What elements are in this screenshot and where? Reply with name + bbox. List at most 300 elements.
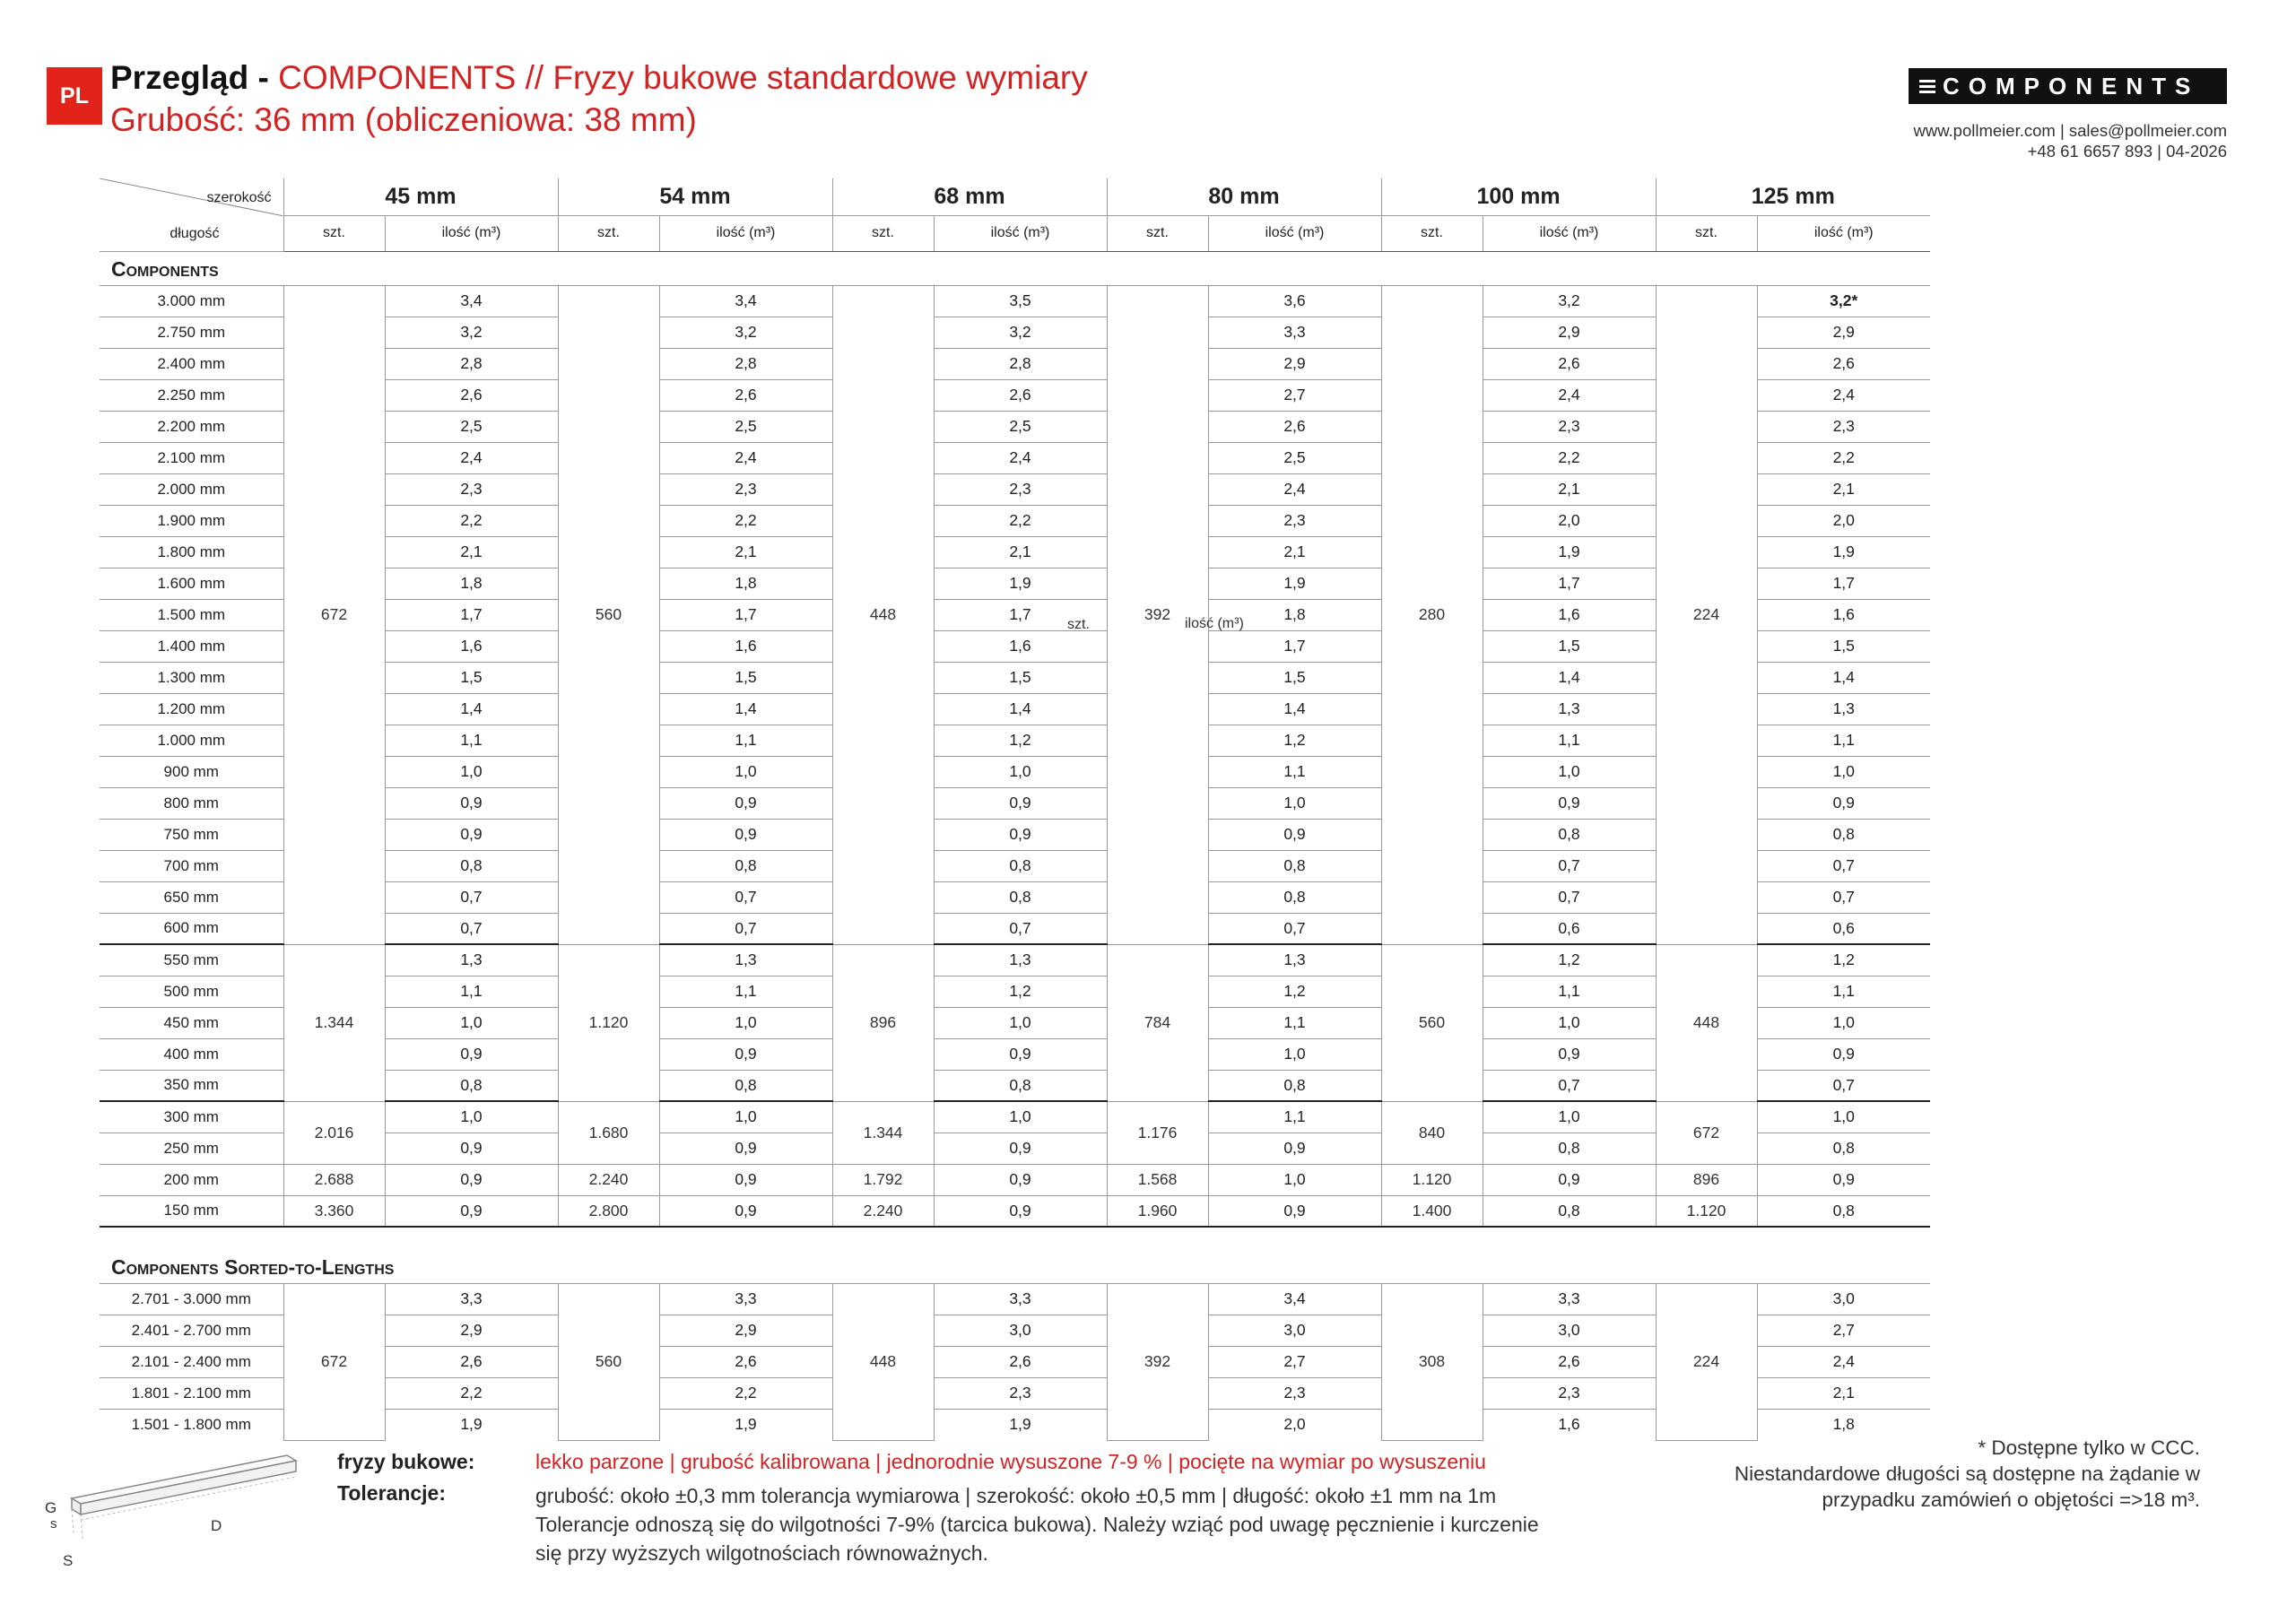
length-cell: 1.600 mm: [100, 568, 283, 599]
footnote: [1572, 1435, 2200, 1513]
qty-cell: 1,5: [1483, 630, 1656, 662]
qty-cell: 1,4: [934, 693, 1107, 725]
qty-cell: 2,3: [1208, 1377, 1381, 1409]
qty-cell: 3,6: [1208, 285, 1381, 317]
qty-cell: 1,9: [385, 1409, 558, 1440]
length-cell: 1.501 - 1.800 mm: [131, 1415, 251, 1433]
qty-cell: 2,9: [1483, 317, 1656, 348]
header-width-label: szerokość: [206, 190, 272, 205]
qty-cell: 1,5: [1208, 662, 1381, 693]
length-cell: 200 mm: [100, 1164, 283, 1195]
qty-cell: 0,9: [934, 819, 1107, 850]
qty-cell: 1,0: [1757, 1101, 1930, 1133]
qty-cell: 1,2: [1208, 976, 1381, 1007]
qty-cell: 1,3: [385, 944, 558, 976]
qty-cell: 3,3: [1483, 1283, 1656, 1315]
header-corner-cell: [100, 178, 283, 251]
title-brand: COMPONENTS // Fryzy bukowe standardowe wymiary: [278, 59, 1088, 96]
width-header: 54 mm: [558, 178, 832, 215]
contact-phone-date: +48 61 6657 893 | 04-2026: [2027, 142, 2227, 161]
qty-cell: 1,1: [1208, 1007, 1381, 1038]
qty-cell: 2,6: [934, 379, 1107, 411]
qty-cell: 2,0: [1757, 505, 1930, 536]
qty-cell: 0,8: [1483, 1133, 1656, 1164]
qty-cell: 1,1: [385, 976, 558, 1007]
length-cell: 1.500 mm: [100, 599, 283, 630]
qty-cell: 0,9: [1483, 1038, 1656, 1070]
pieces-cell: 2.016: [283, 1101, 385, 1164]
length-cell: 1.300 mm: [100, 662, 283, 693]
qty-cell: 1,6: [934, 630, 1107, 662]
qty-cell: 1,0: [1757, 756, 1930, 787]
qty-cell: 1,3: [1208, 944, 1381, 976]
qty-cell: 3,4: [659, 285, 832, 317]
qty-cell: 2,6: [1757, 348, 1930, 379]
qty-cell: 3,2: [934, 317, 1107, 348]
qty-cell: 2,9: [385, 1315, 558, 1346]
qty-cell: 1,1: [1208, 756, 1381, 787]
length-cell: 150 mm: [100, 1195, 283, 1227]
qty-cell: 2,5: [1208, 442, 1381, 473]
title-prefix: Przegląd -: [110, 59, 279, 96]
qty-cell: 2,3: [1483, 1377, 1656, 1409]
qty-cell: 1,1: [385, 725, 558, 756]
qty-cell: 1,0: [1208, 1038, 1381, 1070]
qty-cell: 2,6: [659, 379, 832, 411]
qty-cell: 1,3: [1483, 693, 1656, 725]
qty-cell: 0,8: [934, 881, 1107, 913]
qty-cell: 1,7: [385, 599, 558, 630]
qty-cell: 1,9: [659, 1409, 832, 1440]
qty-cell: 0,9: [1483, 1164, 1656, 1195]
qty-cell: 2,6: [934, 1346, 1107, 1377]
pieces-col-header: szt.: [1381, 215, 1483, 251]
menu-lines-icon: [1919, 80, 1935, 93]
qty-cell: 2,2: [659, 505, 832, 536]
qty-cell: 1,0: [659, 1101, 832, 1133]
logo-text: COMPONENTS: [1943, 72, 2200, 100]
qty-cell: 2,2: [1483, 442, 1656, 473]
qty-cell: 1,1: [1208, 1101, 1381, 1133]
qty-cell: 0,8: [659, 850, 832, 881]
qty-cell: 1,0: [659, 1007, 832, 1038]
stray-szt-label: szt.: [1067, 617, 1090, 632]
qty-cell: 1,1: [1757, 976, 1930, 1007]
dim-g-label: G: [45, 1499, 57, 1516]
pieces-cell: 672: [283, 285, 385, 944]
table-row: [100, 285, 1930, 317]
qty-cell: 1,3: [934, 944, 1107, 976]
length-cell: 600 mm: [100, 913, 283, 944]
dim-d-label: D: [211, 1517, 222, 1534]
qty-cell: 1,1: [1757, 725, 1930, 756]
qty-cell: 1,0: [659, 756, 832, 787]
qty-cell: 2,5: [385, 411, 558, 442]
qty-cell: 1,6: [1483, 599, 1656, 630]
qty-cell: 0,7: [385, 913, 558, 944]
qty-cell: 0,8: [1208, 850, 1381, 881]
qty-cell: 0,8: [1757, 1133, 1930, 1164]
qty-cell: 0,8: [659, 1070, 832, 1101]
dimensions-table: [100, 178, 1930, 1441]
length-cell: 2.101 - 2.400 mm: [100, 1346, 283, 1377]
qty-cell: 2,4: [1483, 379, 1656, 411]
qty-cell: 3,2*: [1757, 285, 1930, 317]
length-cell: 1.800 mm: [100, 536, 283, 568]
length-cell: 250 mm: [100, 1133, 283, 1164]
qty-cell: 1,4: [659, 693, 832, 725]
qty-cell: 2,6: [385, 1346, 558, 1377]
qty-cell: 1,9: [934, 568, 1107, 599]
qty-cell: 3,0: [1483, 1315, 1656, 1346]
qty-cell: 2,2: [1757, 442, 1930, 473]
length-cell: 2.401 - 2.700 mm: [100, 1315, 283, 1346]
qty-cell: 0,9: [1757, 1038, 1930, 1070]
stray-qty-label: ilość (m³): [1185, 616, 1244, 631]
tolerance-line-3: się przy wyższych wilgotnościach równoważnych.: [535, 1541, 988, 1565]
qty-cell: 3,2: [659, 317, 832, 348]
tolerances-text: [535, 1481, 1639, 1567]
length-cell: 1.900 mm: [100, 505, 283, 536]
header-widths-row: [100, 178, 1930, 215]
qty-cell: 0,7: [1757, 1070, 1930, 1101]
qty-cell: 3,4: [1208, 1283, 1381, 1315]
qty-cell: 0,9: [934, 1038, 1107, 1070]
table-row: [100, 944, 1930, 976]
qty-cell: 2,1: [1757, 1377, 1930, 1409]
pieces-cell: 224: [1656, 1283, 1757, 1440]
qty-cell: 2,3: [385, 473, 558, 505]
qty-cell: 1,5: [1757, 630, 1930, 662]
width-header: 80 mm: [1107, 178, 1381, 215]
qty-cell: 0,9: [385, 787, 558, 819]
qty-cell: 2,9: [659, 1315, 832, 1346]
qty-cell: 0,9: [1757, 787, 1930, 819]
qty-cell: 0,8: [1483, 819, 1656, 850]
length-cell: 450 mm: [100, 1007, 283, 1038]
qty-cell: 3,3: [385, 1283, 558, 1315]
pieces-cell: 1.344: [832, 1101, 934, 1164]
qty-cell: 0,7: [659, 913, 832, 944]
pieces-cell: 392: [1107, 285, 1208, 944]
qty-cell: 1,2: [1757, 944, 1930, 976]
qty-cell: 2,7: [1208, 1346, 1381, 1377]
contact-info: [1913, 120, 2227, 161]
qty-cell: 2,4: [659, 442, 832, 473]
qty-cell: 3,2: [1483, 285, 1656, 317]
qty-cell: 2,7: [1757, 1315, 1930, 1346]
qty-cell: 1,0: [934, 756, 1107, 787]
length-cell: 900 mm: [100, 756, 283, 787]
qty-cell: 3,0: [934, 1315, 1107, 1346]
language-badge: PL: [47, 67, 102, 125]
length-cell: 800 mm: [100, 787, 283, 819]
pieces-cell: 2.240: [832, 1195, 934, 1227]
qty-cell: 0,7: [934, 913, 1107, 944]
qty-cell: 2,4: [385, 442, 558, 473]
width-header: 125 mm: [1656, 178, 1930, 215]
qty-cell: 0,9: [659, 1133, 832, 1164]
qty-cell: 1,5: [659, 662, 832, 693]
qty-cell: 0,7: [1208, 913, 1381, 944]
pieces-cell: 2.800: [558, 1195, 659, 1227]
qty-cell: 0,7: [1757, 881, 1930, 913]
qty-cell: 0,9: [659, 1195, 832, 1227]
length-cell: 500 mm: [100, 976, 283, 1007]
header-length-label: długość: [170, 226, 220, 241]
qty-cell: 1,1: [659, 725, 832, 756]
sorted-section: [100, 1249, 1930, 1283]
length-cell: 2.701 - 3.000 mm: [100, 1283, 283, 1315]
qty-cell: 0,8: [934, 850, 1107, 881]
qty-cell: 3,3: [1208, 317, 1381, 348]
qty-cell: 0,9: [385, 1195, 558, 1227]
qty-cell: 0,8: [1757, 819, 1930, 850]
qty-cell: 1,0: [1208, 1164, 1381, 1195]
qty-cell: 2,8: [934, 348, 1107, 379]
dim-s-label: S: [63, 1552, 74, 1569]
qty-cell: 1,7: [1757, 568, 1930, 599]
qty-cell: 0,9: [659, 819, 832, 850]
pieces-cell: 1.400: [1381, 1195, 1483, 1227]
pieces-cell: 672: [283, 1283, 385, 1440]
qty-cell: 2,6: [1483, 1346, 1656, 1377]
pieces-cell: 448: [832, 1283, 934, 1440]
qty-cell: 2,2: [934, 505, 1107, 536]
qty-cell: 2,5: [659, 411, 832, 442]
footnote-volume: przypadku zamówień o objętości =>18 m³.: [1822, 1488, 2200, 1511]
length-cell: 2.000 mm: [100, 473, 283, 505]
qty-cell: 2,8: [385, 348, 558, 379]
pieces-cell: 1.792: [832, 1164, 934, 1195]
qty-cell: 2,4: [1208, 473, 1381, 505]
width-header: 100 mm: [1381, 178, 1656, 215]
qty-cell: 1,0: [1208, 787, 1381, 819]
sorted-section-title: Components Sorted-to-Lengths: [100, 1249, 1930, 1283]
qty-cell: 2,0: [1483, 505, 1656, 536]
table-spacer-cell: [100, 1227, 1930, 1249]
qty-cell: 1,8: [385, 568, 558, 599]
qty-cell: 1,6: [1757, 599, 1930, 630]
qty-cell: 0,7: [385, 881, 558, 913]
pieces-cell: 560: [558, 1283, 659, 1440]
pieces-col-header: szt.: [832, 215, 934, 251]
qty-cell: 1,0: [1483, 756, 1656, 787]
tolerances-label: Tolerancje:: [337, 1481, 446, 1505]
pieces-cell: 1.344: [283, 944, 385, 1101]
footnote-ccc: * Dostępne tylko w CCC.: [1978, 1436, 2200, 1459]
qty-cell: 1,0: [934, 1101, 1107, 1133]
page-title: [110, 59, 1088, 97]
pieces-col-header: szt.: [1107, 215, 1208, 251]
qty-cell: 1,8: [1757, 1409, 1930, 1440]
table-row: [100, 1164, 1930, 1195]
qty-cell: 1,0: [385, 756, 558, 787]
qty-cell: 2,3: [1483, 411, 1656, 442]
qty-cell: 0,6: [1757, 913, 1930, 944]
pieces-cell: 672: [1656, 1101, 1757, 1164]
qty-cell: 1,6: [659, 630, 832, 662]
qty-cell: 2,3: [934, 1377, 1107, 1409]
qty-cell: 1,7: [1483, 568, 1656, 599]
qty-cell: 0,7: [1483, 881, 1656, 913]
qty-col-header: ilość (m³): [1208, 215, 1381, 251]
qty-cell: 1,2: [934, 976, 1107, 1007]
qty-cell: 0,9: [385, 1133, 558, 1164]
length-cell: 1.400 mm: [100, 630, 283, 662]
header-subcolumns-row: [100, 215, 1930, 251]
pieces-cell: 2.240: [558, 1164, 659, 1195]
qty-cell: 1,4: [1208, 693, 1381, 725]
qty-cell: 2,6: [659, 1346, 832, 1377]
qty-cell: 1,2: [934, 725, 1107, 756]
pieces-cell: 280: [1381, 285, 1483, 944]
qty-col-header: ilość (m³): [1483, 215, 1656, 251]
qty-cell: 2,9: [1757, 317, 1930, 348]
timber-piece-diagram: [27, 1437, 332, 1572]
qty-cell: 0,7: [1483, 1070, 1656, 1101]
qty-cell: 0,6: [1483, 913, 1656, 944]
length-cell: 2.250 mm: [100, 379, 283, 411]
pieces-cell: 2.688: [283, 1164, 385, 1195]
qty-cell: 0,8: [1757, 1195, 1930, 1227]
qty-cell: 2,1: [1483, 473, 1656, 505]
qty-cell: 0,9: [659, 1038, 832, 1070]
pieces-cell: 1.120: [1381, 1164, 1483, 1195]
qty-cell: 2,6: [1208, 411, 1381, 442]
qty-cell: 0,7: [659, 881, 832, 913]
pieces-cell: 1.120: [1656, 1195, 1757, 1227]
dim-s-small-label: s: [50, 1516, 57, 1532]
table-row: [100, 1195, 1930, 1227]
pieces-cell: 448: [832, 285, 934, 944]
pieces-cell: 896: [832, 944, 934, 1101]
qty-cell: 1,5: [385, 662, 558, 693]
pieces-col-header: szt.: [1656, 215, 1757, 251]
qty-cell: 3,0: [1757, 1283, 1930, 1315]
qty-cell: 1,0: [1757, 1007, 1930, 1038]
qty-cell: 1,8: [1208, 599, 1381, 630]
qty-cell: 0,8: [1483, 1195, 1656, 1227]
contact-web-email[interactable]: www.pollmeier.com | sales@pollmeier.com: [1913, 121, 2227, 140]
qty-cell: 1,0: [934, 1007, 1107, 1038]
table-row: [100, 1283, 1930, 1315]
qty-cell: 1,9: [1208, 568, 1381, 599]
qty-cell: 3,5: [934, 285, 1107, 317]
qty-cell: 1,7: [1208, 630, 1381, 662]
components-section: [100, 251, 1930, 285]
pieces-cell: 448: [1656, 944, 1757, 1101]
qty-cell: 0,7: [1483, 850, 1656, 881]
qty-cell: 0,9: [659, 787, 832, 819]
qty-cell: 2,1: [659, 536, 832, 568]
pieces-cell: 560: [1381, 944, 1483, 1101]
qty-cell: 0,9: [385, 1164, 558, 1195]
qty-cell: 2,4: [934, 442, 1107, 473]
qty-cell: 2,8: [659, 348, 832, 379]
length-cell: 650 mm: [100, 881, 283, 913]
pieces-cell: 392: [1107, 1283, 1208, 1440]
qty-cell: 2,2: [659, 1377, 832, 1409]
pieces-cell: 308: [1381, 1283, 1483, 1440]
qty-cell: 0,9: [934, 787, 1107, 819]
qty-cell: 2,3: [1208, 505, 1381, 536]
qty-cell: 0,9: [1208, 1195, 1381, 1227]
qty-cell: 1,1: [659, 976, 832, 1007]
qty-cell: 2,9: [1208, 348, 1381, 379]
pieces-cell: 840: [1381, 1101, 1483, 1164]
qty-cell: 1,4: [385, 693, 558, 725]
beech-friezes-text: lekko parzone | grubość kalibrowana | jednorodnie wysuszone 7-9 % | pocięte na wymiar po wysuszeniu: [535, 1450, 1486, 1473]
qty-cell: 2,3: [659, 473, 832, 505]
qty-cell: 0,9: [934, 1133, 1107, 1164]
qty-cell: 1,3: [659, 944, 832, 976]
qty-cell: 1,0: [385, 1101, 558, 1133]
length-cell: 1.000 mm: [100, 725, 283, 756]
pieces-cell: 1.960: [1107, 1195, 1208, 1227]
qty-cell: 3,0: [1208, 1315, 1381, 1346]
tolerance-line-2: Tolerancje odnoszą się do wilgotności 7-9% (tarcica bukowa). Należy wziąć pod uwagę pęcznienie i kurczenie: [535, 1513, 1539, 1536]
pieces-cell: 1.120: [558, 944, 659, 1101]
qty-cell: 1,6: [1483, 1409, 1656, 1440]
components-logo: [1909, 68, 2227, 104]
qty-cell: 3,3: [659, 1283, 832, 1315]
qty-cell: 1,5: [934, 662, 1107, 693]
beech-friezes-label: fryzy bukowe:: [337, 1450, 475, 1473]
qty-cell: 0,9: [934, 1195, 1107, 1227]
qty-col-header: ilość (m³): [659, 215, 832, 251]
pieces-cell: 1.680: [558, 1101, 659, 1164]
qty-cell: 0,8: [385, 1070, 558, 1101]
qty-cell: 0,9: [1483, 787, 1656, 819]
qty-cell: 1,0: [1483, 1101, 1656, 1133]
qty-cell: 2,3: [1757, 411, 1930, 442]
qty-col-header: ilość (m³): [1757, 215, 1930, 251]
pieces-col-header: szt.: [558, 215, 659, 251]
qty-cell: 2,5: [934, 411, 1107, 442]
qty-cell: 1,7: [659, 599, 832, 630]
qty-cell: 1,9: [1483, 536, 1656, 568]
length-cell: 750 mm: [100, 819, 283, 850]
qty-cell: 1,2: [1208, 725, 1381, 756]
length-cell: 2.750 mm: [100, 317, 283, 348]
length-cell: 300 mm: [100, 1101, 283, 1133]
pieces-cell: 224: [1656, 285, 1757, 944]
width-header: 45 mm: [283, 178, 558, 215]
qty-col-header: ilość (m³): [385, 215, 558, 251]
qty-cell: 2,4: [1757, 1346, 1930, 1377]
length-cell: 700 mm: [100, 850, 283, 881]
qty-cell: 2,6: [1483, 348, 1656, 379]
qty-cell: 1,4: [1757, 662, 1930, 693]
qty-cell: 3,2: [385, 317, 558, 348]
qty-cell: 2,0: [1208, 1409, 1381, 1440]
width-header: 68 mm: [832, 178, 1107, 215]
qty-cell: 0,9: [385, 819, 558, 850]
length-cell: 2.200 mm: [100, 411, 283, 442]
qty-cell: 1,1: [1483, 725, 1656, 756]
qty-cell: 1,3: [1757, 693, 1930, 725]
length-cell: 1.801 - 2.100 mm: [100, 1377, 283, 1409]
qty-cell: 0,8: [1208, 881, 1381, 913]
qty-cell: 1,4: [1483, 662, 1656, 693]
pieces-cell: 560: [558, 285, 659, 944]
pieces-cell: 3.360: [283, 1195, 385, 1227]
qty-cell: 2,2: [385, 505, 558, 536]
qty-cell: 2,7: [1208, 379, 1381, 411]
tolerance-line-1: grubość: około ±0,3 mm tolerancja wymiarowa | szerokość: około ±0,5 mm | długość: około ±1 mm na 1m: [535, 1484, 1497, 1507]
qty-cell: 0,7: [1757, 850, 1930, 881]
